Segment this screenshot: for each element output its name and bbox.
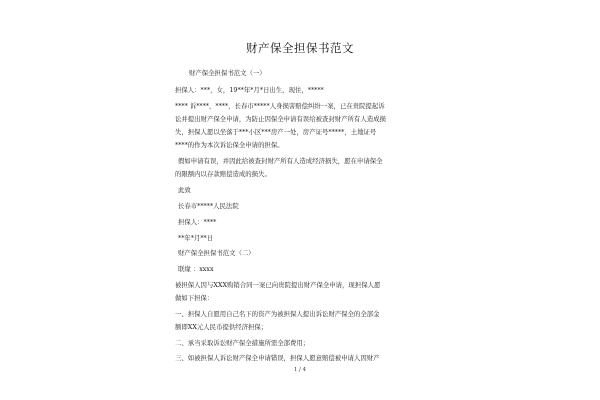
section-heading-1: 财产保全担保书范文（一） [189, 69, 266, 77]
body-text-line: 的限额内以存款赔偿造成的损失。 [175, 170, 271, 178]
guarantor-info: 担保人：***，女，19**年*月*日出生，现住，***** [175, 86, 324, 94]
body-text-line: 二、承当采取诉讼财产保全措施所需全部费用； [175, 339, 310, 347]
body-text-line: 被担保人因与XXX购销合同一案已向贵院提出财产保全申请，现担保人愿 [175, 281, 381, 289]
document-title: 财产保全担保书范文 [246, 41, 354, 55]
section-heading-2: 财产保全担保书范文（二） [178, 249, 255, 257]
body-text-line: 三、如被担保人诉讼财产保全申请错误，担保人愿意赔偿被申请人因财产 [175, 354, 380, 362]
body-text-line: 做如下担保： [175, 294, 214, 302]
date-line: **年*月**日 [178, 234, 214, 242]
guarantor-signature: 担保人：**** [178, 218, 217, 226]
page-indicator: 1 / 4 [293, 367, 307, 373]
body-text-line: **** 诉****，****，长春市*****人身损害赔偿纠纷一案，已在贵院提起诉 [175, 102, 385, 110]
court-name: 长春市*****人民法院 [178, 202, 239, 210]
body-text-line: 失，担保人愿以坐落于***小区***房产一处，房产证号*****，土地证号 [175, 128, 377, 136]
body-text-line: 额即XX元人民币提供经济担保； [175, 323, 268, 331]
body-text-line: 假如申请有误，并因此给被查封财产所有人造成经济损失，愿在申请保全 [178, 157, 383, 165]
addressee-line: 联缘 ：xxxx [178, 265, 214, 273]
body-text-line: ****的作为本次诉讼保全申请的担保。 [175, 141, 284, 149]
body-text-line: 一、担保人自愿用自己名下的资产为被担保人提出诉讼财产保全的全部金 [175, 310, 380, 318]
body-text-line: 讼并提出财产保全申请，为防止因保全申请有误给被查封财产所有人造成损 [175, 115, 386, 123]
closing-salutation: 此致 [178, 186, 191, 194]
